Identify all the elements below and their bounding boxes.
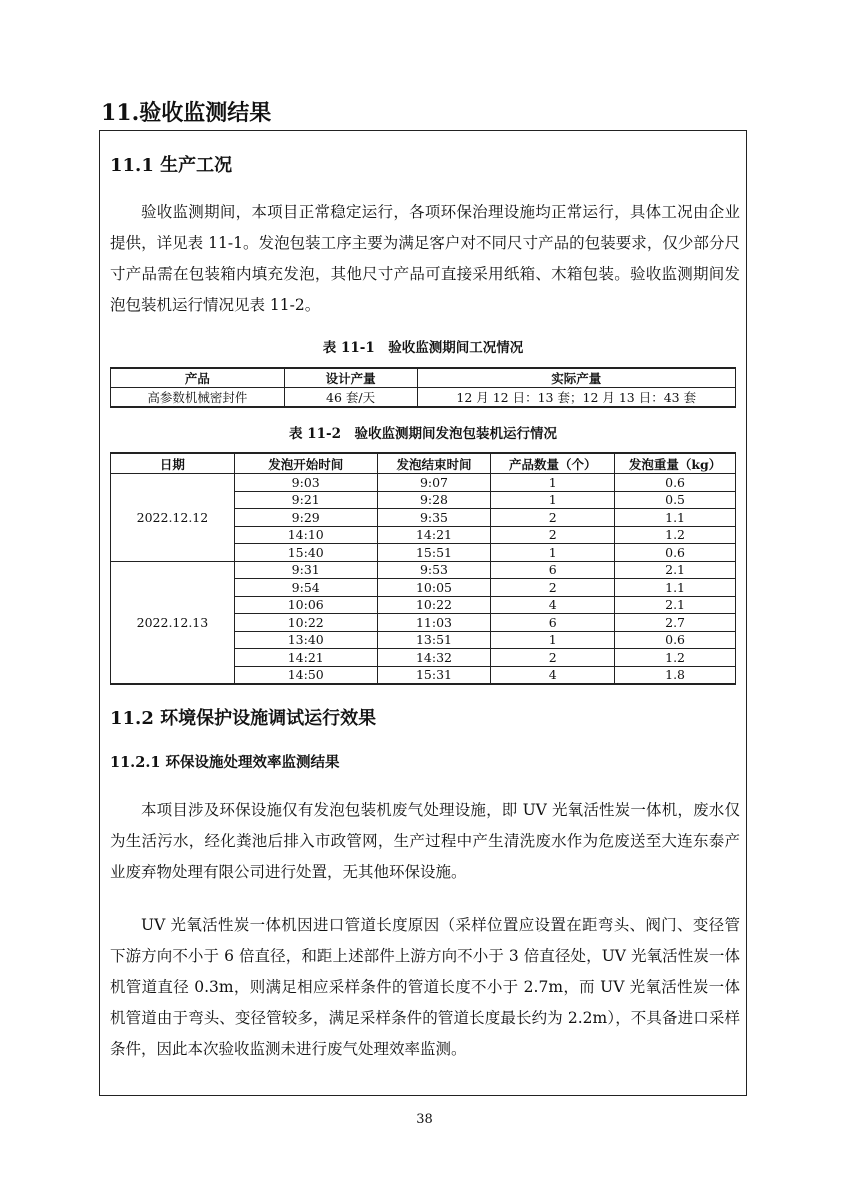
table-cell: 15:51 <box>377 544 491 562</box>
content-frame <box>99 130 747 1096</box>
table-header-cell: 实际产量 <box>417 368 736 388</box>
table-header-cell: 发泡结束时间 <box>377 453 491 474</box>
table-header-row <box>111 368 736 388</box>
table-header-cell: 日期 <box>111 453 235 474</box>
table-cell: 9:21 <box>234 491 377 509</box>
section-11-2-heading: 11.2 环境保护设施调试运行效果 <box>110 708 377 729</box>
table-cell: 2.1 <box>615 596 736 614</box>
table-cell: 1 <box>491 474 615 492</box>
table-cell: 10:22 <box>234 614 377 632</box>
table-cell: 2 <box>491 579 615 597</box>
table-header-row <box>111 453 736 474</box>
table-cell: 14:21 <box>377 526 491 544</box>
date-cell: 2022.12.13 <box>111 561 235 684</box>
table-cell: 4 <box>491 666 615 684</box>
table-cell: 15:31 <box>377 666 491 684</box>
table-11-1-caption: 表 11-1 验收监测期间工况情况 <box>322 340 524 356</box>
table-cell: 12 月 12 日：13 套；12 月 13 日：43 套 <box>417 388 736 408</box>
table-cell: 2 <box>491 649 615 667</box>
table-header-cell: 发泡开始时间 <box>234 453 377 474</box>
table-row <box>111 474 736 492</box>
table-cell: 0.5 <box>615 491 736 509</box>
table-11-2 <box>110 452 736 685</box>
table-cell: 13:51 <box>377 631 491 649</box>
table-header-cell: 产品数量（个） <box>491 453 615 474</box>
table-header-cell: 发泡重量（kg） <box>615 453 736 474</box>
table-cell: 1.2 <box>615 526 736 544</box>
table-cell: 46 套/天 <box>284 388 417 408</box>
table-cell: 10:05 <box>377 579 491 597</box>
table-cell: 0.6 <box>615 631 736 649</box>
table-cell: 1 <box>491 544 615 562</box>
table-cell: 0.6 <box>615 544 736 562</box>
table-row <box>111 388 736 408</box>
table-cell: 1 <box>491 631 615 649</box>
table-cell: 2 <box>491 526 615 544</box>
table-cell: 1.1 <box>615 579 736 597</box>
table-11-2-caption: 表 11-2 验收监测期间发泡包装机运行情况 <box>289 426 557 442</box>
table-cell: 13:40 <box>234 631 377 649</box>
table-cell: 2 <box>491 509 615 527</box>
table-cell: 1 <box>491 491 615 509</box>
table-cell: 14:10 <box>234 526 377 544</box>
table-cell: 1.1 <box>615 509 736 527</box>
table-cell: 2.1 <box>615 561 736 579</box>
table-cell: 9:31 <box>234 561 377 579</box>
table-cell: 14:21 <box>234 649 377 667</box>
table-cell: 2.7 <box>615 614 736 632</box>
date-cell: 2022.12.12 <box>111 474 235 562</box>
table-cell: 9:29 <box>234 509 377 527</box>
table-cell: 15:40 <box>234 544 377 562</box>
section-11-2-1-heading: 11.2.1 环保设施处理效率监测结果 <box>110 754 340 771</box>
section-11-2-1-paragraph-1: 本项目涉及环保设施仅有发泡包装机废气处理设施，即 UV 光氧活性炭一体机，废水仅为生活污水，经化粪池后排入市政管网，生产过程中产生清洗废水作为危废送至大连东泰产业废弃物处理有限公司进行处置，无其他环保设施。 <box>110 801 740 881</box>
table-cell: 6 <box>491 561 615 579</box>
table-cell: 11:03 <box>377 614 491 632</box>
table-cell: 9:07 <box>377 474 491 492</box>
table-cell: 10:22 <box>377 596 491 614</box>
table-cell: 9:54 <box>234 579 377 597</box>
table-cell: 0.6 <box>615 474 736 492</box>
table-cell: 1.8 <box>615 666 736 684</box>
table-cell: 9:35 <box>377 509 491 527</box>
table-cell: 10:06 <box>234 596 377 614</box>
section-11-1-heading: 11.1 生产工况 <box>110 155 233 176</box>
table-cell: 6 <box>491 614 615 632</box>
table-cell: 1.2 <box>615 649 736 667</box>
table-header-cell: 设计产量 <box>284 368 417 388</box>
table-cell: 14:32 <box>377 649 491 667</box>
table-row <box>111 561 736 579</box>
table-11-1 <box>110 367 736 408</box>
page-number: 38 <box>416 1112 433 1127</box>
table-header-cell: 产品 <box>111 368 285 388</box>
table-cell: 9:53 <box>377 561 491 579</box>
table-cell: 14:50 <box>234 666 377 684</box>
section-11-2-1-paragraph-2: UV 光氧活性炭一体机因进口管道长度原因（采样位置应设置在距弯头、阀门、变径管下游方向不小于 6 倍直径，和距上述部件上游方向不小于 3 倍直径处，UV 光氧活性炭一体机管道直径 0.3m，则满足相应采样条件的管道长度不小于 2.7m，而 UV 光氧活性炭一体机管道由于弯头、变径管较多，满足采样条件的管道长度最长约为 2.2m），不具备进口采样条件，因此本次验收监测未进行废气处理效率监测。 <box>110 916 740 1058</box>
chapter-title: 11.验收监测结果 <box>101 100 272 126</box>
table-cell: 4 <box>491 596 615 614</box>
section-11-1-paragraph: 验收监测期间，本项目正常稳定运行，各项环保治理设施均正常运行，具体工况由企业提供，详见表 11-1。发泡包装工序主要为满足客户对不同尺寸产品的包装要求，仅少部分尺寸产品需在包装箱内填充发泡，其他尺寸产品可直接采用纸箱、木箱包装。验收监测期间发泡包装机运行情况见表 11-2。 <box>110 203 740 314</box>
table-cell: 高参数机械密封件 <box>111 388 285 408</box>
table-cell: 9:28 <box>377 491 491 509</box>
table-cell: 9:03 <box>234 474 377 492</box>
